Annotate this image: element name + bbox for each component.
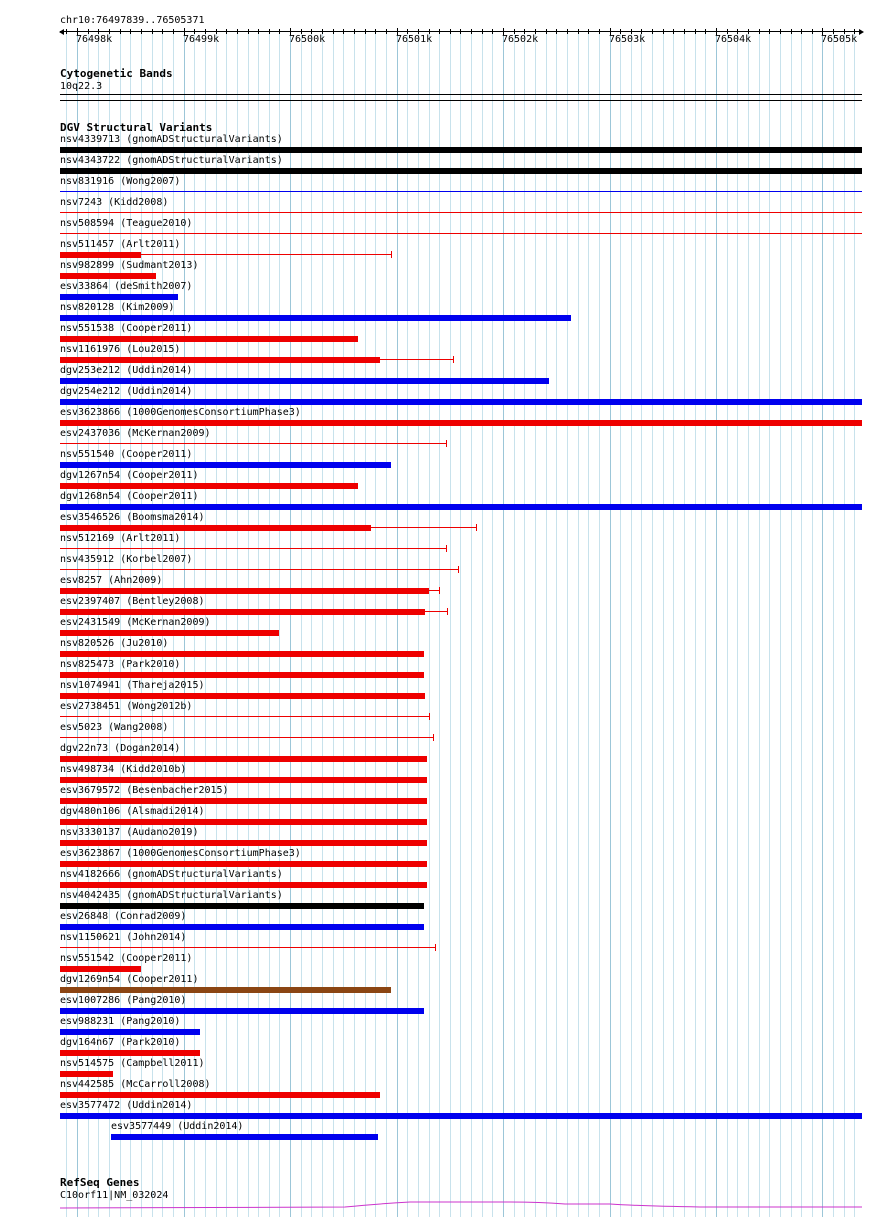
- ruler-tick: [663, 29, 664, 34]
- variant-end-tick: [458, 566, 459, 573]
- variant-label[interactable]: esv3623866 (1000GenomesConsortiumPhase3): [60, 407, 301, 418]
- ruler-tick: [226, 29, 227, 34]
- variant-bar[interactable]: [60, 737, 433, 738]
- grid-line: [673, 30, 674, 1217]
- grid-line: [610, 30, 611, 1217]
- variant-label[interactable]: nsv498734 (Kidd2010b): [60, 764, 187, 775]
- ruler-tick: [365, 29, 366, 34]
- ruler-tick-label: 76502k: [502, 34, 539, 45]
- variant-label[interactable]: nsv1161976 (Lou2015): [60, 344, 181, 355]
- variant-label[interactable]: nsv4343722 (gnomADStructuralVariants): [60, 155, 283, 166]
- variant-label[interactable]: esv3546526 (Boomsma2014): [60, 512, 205, 523]
- ruler-tick: [386, 29, 387, 34]
- variant-bar[interactable]: [60, 252, 141, 258]
- ruler-tick: [333, 29, 334, 34]
- variant-end-tick: [439, 587, 440, 594]
- grid-line: [269, 30, 270, 1217]
- variant-label[interactable]: esv26848 (Conrad2009): [60, 911, 187, 922]
- ruler-tick: [492, 29, 493, 34]
- variant-bar[interactable]: [60, 294, 178, 300]
- ruler-tick-label: 76500k: [289, 34, 326, 45]
- grid-line: [290, 30, 291, 1217]
- grid-line: [492, 30, 493, 1217]
- ruler-tick: [791, 29, 792, 34]
- variant-bar[interactable]: [111, 1134, 378, 1140]
- variant-label[interactable]: nsv551542 (Cooper2011): [60, 953, 193, 964]
- grid-line: [556, 30, 557, 1217]
- variant-label[interactable]: dgv254e212 (Uddin2014): [60, 386, 193, 397]
- variant-bar[interactable]: [60, 819, 427, 825]
- cytoband-track-title: Cytogenetic Bands: [60, 67, 173, 80]
- grid-line: [216, 30, 217, 1217]
- variant-label[interactable]: nsv435912 (Korbel2007): [60, 554, 193, 565]
- variant-bar[interactable]: [60, 1050, 200, 1056]
- variant-bar[interactable]: [60, 1029, 200, 1035]
- variant-bar[interactable]: [60, 357, 380, 363]
- variant-bar[interactable]: [60, 777, 427, 783]
- variant-label[interactable]: nsv4042435 (gnomADStructuralVariants): [60, 890, 283, 901]
- variant-label[interactable]: dgv164n67 (Park2010): [60, 1037, 181, 1048]
- variant-bar[interactable]: [60, 1008, 424, 1014]
- grid-line: [631, 30, 632, 1217]
- ruler-tick: [482, 29, 483, 34]
- variant-bar[interactable]: [60, 882, 427, 888]
- grid-line: [684, 30, 685, 1217]
- ruler-tick: [578, 29, 579, 34]
- variant-bar[interactable]: [60, 525, 371, 531]
- ruler-tick: [546, 29, 547, 34]
- ruler-tick: [162, 29, 163, 34]
- variant-label[interactable]: nsv831916 (Wong2007): [60, 176, 181, 187]
- variant-label[interactable]: nsv4339713 (gnomADStructuralVariants): [60, 134, 283, 145]
- variant-end-tick: [453, 356, 454, 363]
- variant-bar[interactable]: [60, 947, 435, 948]
- ruler-tick: [759, 29, 760, 34]
- variant-bar[interactable]: [60, 924, 424, 930]
- grid-line: [535, 30, 536, 1217]
- ruler-tick: [673, 29, 674, 34]
- ruler-tick: [812, 29, 813, 34]
- variant-bar[interactable]: [60, 378, 549, 384]
- ruler-tick: [460, 29, 461, 34]
- variant-end-tick: [446, 545, 447, 552]
- grid-line: [652, 30, 653, 1217]
- grid-line: [418, 30, 419, 1217]
- ruler-tick: [439, 29, 440, 34]
- ruler-tick: [588, 29, 589, 34]
- grid-line: [769, 30, 770, 1217]
- ruler-location-label: chr10:76497839..76505371: [60, 15, 205, 26]
- variant-label[interactable]: dgv253e212 (Uddin2014): [60, 365, 193, 376]
- ruler-tick: [652, 29, 653, 34]
- variant-bar[interactable]: [60, 798, 427, 804]
- grid-line: [567, 30, 568, 1217]
- ruler-tick: [556, 29, 557, 34]
- grid-line: [663, 30, 664, 1217]
- variant-label[interactable]: dgv22n73 (Dogan2014): [60, 743, 181, 754]
- variant-label[interactable]: esv988231 (Pang2010): [60, 1016, 181, 1027]
- variant-bar[interactable]: [60, 1071, 113, 1077]
- variant-label[interactable]: esv3679572 (Besenbacher2015): [60, 785, 229, 796]
- grid-line: [599, 30, 600, 1217]
- variant-label[interactable]: nsv514575 (Campbell2011): [60, 1058, 205, 1069]
- variant-bar[interactable]: [60, 315, 571, 321]
- grid-line: [407, 30, 408, 1217]
- ruler-tick: [705, 29, 706, 34]
- grid-line: [258, 30, 259, 1217]
- variant-label[interactable]: nsv825473 (Park2010): [60, 659, 181, 670]
- refseq-gene-line[interactable]: [0, 1198, 890, 1217]
- ruler-tick-label: 76504k: [715, 34, 752, 45]
- ruler-tick: [258, 29, 259, 34]
- grid-line: [705, 30, 706, 1217]
- variant-bar[interactable]: [60, 1092, 380, 1098]
- ruler-tick: [152, 29, 153, 34]
- variant-bar[interactable]: [60, 420, 862, 426]
- variant-bar[interactable]: [60, 903, 424, 909]
- grid-line: [748, 30, 749, 1217]
- ruler-tick-label: 76505k: [821, 34, 858, 45]
- variant-label[interactable]: nsv512169 (Arlt2011): [60, 533, 181, 544]
- grid-line: [237, 30, 238, 1217]
- grid-line: [471, 30, 472, 1217]
- ruler-tick: [248, 29, 249, 34]
- ruler-tick: [279, 29, 280, 34]
- grid-line: [727, 30, 728, 1217]
- grid-line: [311, 30, 312, 1217]
- variant-label[interactable]: nsv820526 (Ju2010): [60, 638, 169, 649]
- variant-bar[interactable]: [60, 399, 862, 405]
- ruler-tick: [769, 29, 770, 34]
- ruler-tick: [237, 29, 238, 34]
- variant-label[interactable]: esv33864 (deSmith2007): [60, 281, 193, 292]
- variant-bar[interactable]: [60, 147, 862, 153]
- variant-label[interactable]: nsv1150621 (John2014): [60, 932, 187, 943]
- grid-line: [791, 30, 792, 1217]
- variant-label[interactable]: esv2431549 (McKernan2009): [60, 617, 211, 628]
- grid-line: [450, 30, 451, 1217]
- ruler-tick: [354, 29, 355, 34]
- grid-line: [460, 30, 461, 1217]
- ruler-tick: [66, 29, 67, 34]
- grid-line: [780, 30, 781, 1217]
- grid-line: [588, 30, 589, 1217]
- ruler-tick: [375, 29, 376, 34]
- cytoband-line-bottom: [60, 100, 862, 101]
- grid-line: [503, 30, 504, 1217]
- ruler-tick: [780, 29, 781, 34]
- variant-label[interactable]: esv1007286 (Pang2010): [60, 995, 187, 1006]
- refseq-gene-path[interactable]: [60, 1202, 862, 1208]
- ruler-tick: [567, 29, 568, 34]
- grid-line: [301, 30, 302, 1217]
- grid-line: [578, 30, 579, 1217]
- variant-bar[interactable]: [60, 693, 425, 699]
- grid-line: [248, 30, 249, 1217]
- variant-label[interactable]: nsv820128 (Kim2009): [60, 302, 175, 313]
- grid-line: [343, 30, 344, 1217]
- variant-bar[interactable]: [60, 191, 862, 192]
- variant-bar[interactable]: [60, 861, 427, 867]
- grid-line: [514, 30, 515, 1217]
- variant-end-tick: [433, 734, 434, 741]
- variant-label[interactable]: esv5023 (Wang2008): [60, 722, 169, 733]
- variant-label[interactable]: dgv1268n54 (Cooper2011): [60, 491, 199, 502]
- variant-bar[interactable]: [60, 168, 862, 174]
- variant-bar[interactable]: [60, 462, 391, 468]
- variant-label[interactable]: dgv1267n54 (Cooper2011): [60, 470, 199, 481]
- variant-bar[interactable]: [60, 443, 446, 444]
- variant-label[interactable]: nsv442585 (McCarroll2008): [60, 1079, 211, 1090]
- variant-bar[interactable]: [60, 987, 391, 993]
- variant-bar[interactable]: [60, 336, 358, 342]
- ruler-left-arrow: [59, 29, 64, 35]
- ruler-tick: [471, 29, 472, 34]
- variant-bar[interactable]: [60, 840, 427, 846]
- variant-tail-line[interactable]: [425, 611, 447, 612]
- variant-label[interactable]: dgv1269n54 (Cooper2011): [60, 974, 199, 985]
- grid-line: [801, 30, 802, 1217]
- variant-end-tick: [391, 251, 392, 258]
- variant-label[interactable]: nsv508594 (Teague2010): [60, 218, 193, 229]
- variant-label[interactable]: esv2397407 (Bentley2008): [60, 596, 205, 607]
- ruler-tick: [450, 29, 451, 34]
- variant-bar[interactable]: [60, 716, 429, 717]
- grid-line: [854, 30, 855, 1217]
- variant-bar[interactable]: [60, 504, 862, 510]
- grid-line: [716, 30, 717, 1217]
- variant-label[interactable]: esv3577449 (Uddin2014): [111, 1121, 244, 1132]
- ruler-tick: [801, 29, 802, 34]
- ruler-tick: [269, 29, 270, 34]
- grid-line: [812, 30, 813, 1217]
- ruler-tick: [599, 29, 600, 34]
- variant-label[interactable]: nsv4182666 (gnomADStructuralVariants): [60, 869, 283, 880]
- grid-line: [759, 30, 760, 1217]
- grid-line: [822, 30, 823, 1217]
- variant-end-tick: [446, 440, 447, 447]
- refseq-gene-label[interactable]: C10orf11|NM_032024: [60, 1190, 169, 1201]
- grid-line: [429, 30, 430, 1217]
- variant-label[interactable]: nsv7243 (Kidd2008): [60, 197, 169, 208]
- grid-line: [386, 30, 387, 1217]
- variant-bar[interactable]: [60, 651, 424, 657]
- variant-label[interactable]: nsv982899 (Sudmant2013): [60, 260, 199, 271]
- variant-bar[interactable]: [60, 609, 425, 615]
- ruler-tick: [343, 29, 344, 34]
- grid-line: [482, 30, 483, 1217]
- grid-line: [279, 30, 280, 1217]
- grid-line: [226, 30, 227, 1217]
- ruler-axis-line: [60, 31, 862, 32]
- grid-line: [524, 30, 525, 1217]
- ruler-tick: [684, 29, 685, 34]
- variant-bar[interactable]: [60, 672, 424, 678]
- variant-bar[interactable]: [60, 756, 427, 762]
- ruler-tick-label: 76498k: [76, 34, 113, 45]
- variant-bar[interactable]: [60, 548, 446, 549]
- variant-label[interactable]: esv3577472 (Uddin2014): [60, 1100, 193, 1111]
- variant-label[interactable]: esv2738451 (Wong2012b): [60, 701, 193, 712]
- refseq-track-title: RefSeq Genes: [60, 1176, 140, 1189]
- grid-line: [322, 30, 323, 1217]
- cytoband-line-top: [60, 94, 862, 95]
- grid-line: [354, 30, 355, 1217]
- grid-line: [695, 30, 696, 1217]
- grid-line: [375, 30, 376, 1217]
- variant-bar[interactable]: [60, 569, 458, 570]
- variant-end-tick: [476, 524, 477, 531]
- variant-bar[interactable]: [60, 966, 141, 972]
- ruler-tick-label: 76503k: [609, 34, 646, 45]
- variant-label[interactable]: nsv551540 (Cooper2011): [60, 449, 193, 460]
- variant-bar[interactable]: [60, 588, 429, 594]
- ruler-tick: [120, 29, 121, 34]
- ruler-tick: [173, 29, 174, 34]
- grid-line: [397, 30, 398, 1217]
- variant-tail-line[interactable]: [141, 254, 391, 255]
- variant-end-tick: [435, 944, 436, 951]
- variant-bar[interactable]: [60, 483, 358, 489]
- variant-label[interactable]: esv2437036 (McKernan2009): [60, 428, 211, 439]
- variant-bar[interactable]: [60, 273, 156, 279]
- ruler-tick-label: 76501k: [396, 34, 433, 45]
- grid-line: [365, 30, 366, 1217]
- variant-bar[interactable]: [60, 1113, 862, 1119]
- ruler-tick: [695, 29, 696, 34]
- variant-label[interactable]: esv3623867 (1000GenomesConsortiumPhase3): [60, 848, 301, 859]
- grid-line: [439, 30, 440, 1217]
- variant-end-tick: [447, 608, 448, 615]
- variant-label[interactable]: dgv480n106 (Alsmadi2014): [60, 806, 205, 817]
- cytoband-label[interactable]: 10q22.3: [60, 81, 103, 92]
- grid-line: [641, 30, 642, 1217]
- variant-bar[interactable]: [60, 630, 279, 636]
- variant-tail-line[interactable]: [371, 527, 476, 528]
- variant-label[interactable]: nsv551538 (Cooper2011): [60, 323, 193, 334]
- variant-label[interactable]: nsv1074941 (Thareja2015): [60, 680, 205, 691]
- variant-end-tick: [429, 713, 430, 720]
- variant-tail-line[interactable]: [380, 359, 453, 360]
- grid-line: [620, 30, 621, 1217]
- variant-bar[interactable]: [60, 212, 862, 213]
- ruler-tick-label: 76499k: [183, 34, 220, 45]
- variant-label[interactable]: nsv3330137 (Audano2019): [60, 827, 199, 838]
- grid-line: [737, 30, 738, 1217]
- variant-bar[interactable]: [60, 233, 862, 234]
- dgv-track-title: DGV Structural Variants: [60, 121, 213, 134]
- grid-line: [333, 30, 334, 1217]
- variant-label[interactable]: nsv511457 (Arlt2011): [60, 239, 181, 250]
- variant-tail-line[interactable]: [429, 590, 439, 591]
- ruler-right-arrow: [859, 29, 864, 35]
- grid-line: [844, 30, 845, 1217]
- ruler-tick: [141, 29, 142, 34]
- ruler-tick: [130, 29, 131, 34]
- grid-line: [546, 30, 547, 1217]
- grid-line: [833, 30, 834, 1217]
- variant-label[interactable]: esv8257 (Ahn2009): [60, 575, 163, 586]
